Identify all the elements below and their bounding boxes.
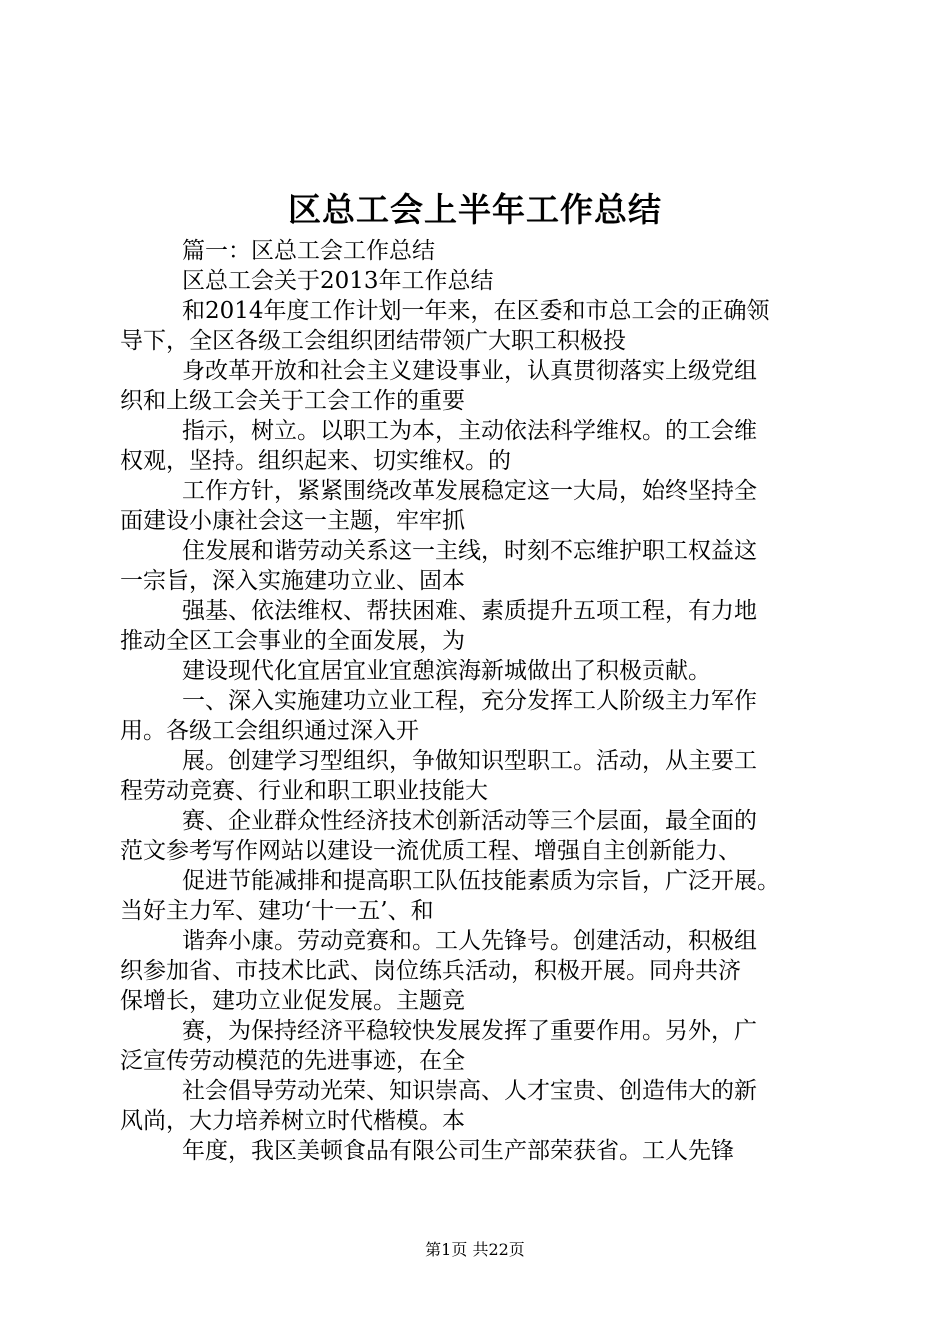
body-paragraph	[120, 266, 840, 296]
body-paragraph	[120, 1076, 840, 1136]
body-paragraph	[120, 1016, 840, 1076]
paragraph-line: 和2014年度工作计划一年来，在区委和市总工会的正确领	[182, 298, 770, 324]
paragraph-line: 赛，为保持经济平稳较快发展发挥了重要作用。另外，广	[182, 1018, 757, 1044]
paragraph-line: 社会倡导劳动光荣、知识崇高、人才宝贵、创造伟大的新	[182, 1078, 757, 1104]
body-paragraph	[120, 926, 840, 1016]
document-title: 区总工会上半年工作总结	[288, 190, 662, 229]
paragraph-line: 谐奔小康。劳动竞赛和。工人先锋号。创建活动，积极组	[182, 928, 757, 954]
paragraph-line: 建设现代化宜居宜业宜憩滨海新城做出了积极贡献。	[182, 658, 711, 684]
body-paragraph	[120, 296, 840, 356]
paragraph-line: 保增长，建功立业促发展。主题竞	[120, 988, 465, 1014]
paragraph-line: 工作方针，紧紧围绕改革发展稳定这一大局，始终坚持全	[182, 478, 757, 504]
paragraph-line: 推动全区工会事业的全面发展，为	[120, 628, 465, 654]
body-paragraph	[120, 686, 840, 746]
paragraph-line: 织和上级工会关于工会工作的重要	[120, 388, 465, 414]
paragraph-line: 范文参考写作网站以建设一流优质工程、增强自主创新能力、	[120, 838, 741, 864]
body-paragraph	[120, 476, 840, 536]
paragraph-line: 指示，树立。以职工为本，主动依法科学维权。的工会维	[182, 418, 757, 444]
body-paragraph	[120, 1136, 840, 1166]
paragraph-line: 区总工会关于2013年工作总结	[182, 268, 494, 294]
paragraph-line: 面建设小康社会这一主题，牢牢抓	[120, 508, 465, 534]
paragraph-line: 身改革开放和社会主义建设事业，认真贯彻落实上级党组	[182, 358, 757, 384]
body-paragraph	[120, 596, 840, 656]
body-paragraph	[120, 356, 840, 416]
page-footer: 第1页 共22页	[425, 1240, 525, 1259]
paragraph-line: 用。各级工会组织通过深入开	[120, 718, 419, 744]
paragraph-line: 篇一：区总工会工作总结	[182, 238, 435, 264]
paragraph-line: 促进节能减排和提高职工队伍技能素质为宗旨，广泛开展。	[182, 868, 780, 894]
body-paragraph	[120, 656, 840, 686]
paragraph-line: 程劳动竞赛、行业和职工职业技能大	[120, 778, 488, 804]
body-paragraph	[120, 866, 840, 926]
body-paragraph	[120, 416, 840, 476]
body-paragraph	[120, 536, 840, 596]
paragraph-line: 一、深入实施建功立业工程，充分发挥工人阶级主力军作	[182, 688, 757, 714]
paragraph-line: 强基、依法维权、帮扶困难、素质提升五项工程，有力地	[182, 598, 757, 624]
paragraph-line: 年度，我区美顿食品有限公司生产部荣获省。工人先锋	[182, 1138, 734, 1164]
paragraph-line: 住发展和谐劳动关系这一主线，时刻不忘维护职工权益这	[182, 538, 757, 564]
body-paragraph	[120, 236, 840, 266]
body-paragraph	[120, 806, 840, 866]
paragraph-line: 赛、企业群众性经济技术创新活动等三个层面，最全面的	[182, 808, 757, 834]
document-body	[120, 236, 840, 1166]
paragraph-line: 权观，坚持。组织起来、切实维权。的	[120, 448, 511, 474]
paragraph-line: 泛宣传劳动模范的先进事迹，在全	[120, 1048, 465, 1074]
paragraph-line: 当好主力军、建功‘十一五’、和	[120, 898, 434, 924]
paragraph-line: 风尚，大力培养树立时代楷模。本	[120, 1108, 465, 1134]
paragraph-line: 一宗旨，深入实施建功立业、固本	[120, 568, 465, 594]
paragraph-line: 展。创建学习型组织，争做知识型职工。活动，从主要工	[182, 748, 757, 774]
paragraph-line: 导下，全区各级工会组织团结带领广大职工积极投	[120, 328, 626, 354]
paragraph-line: 织参加省、市技术比武、岗位练兵活动，积极开展。同舟共济	[120, 958, 741, 984]
body-paragraph	[120, 746, 840, 806]
